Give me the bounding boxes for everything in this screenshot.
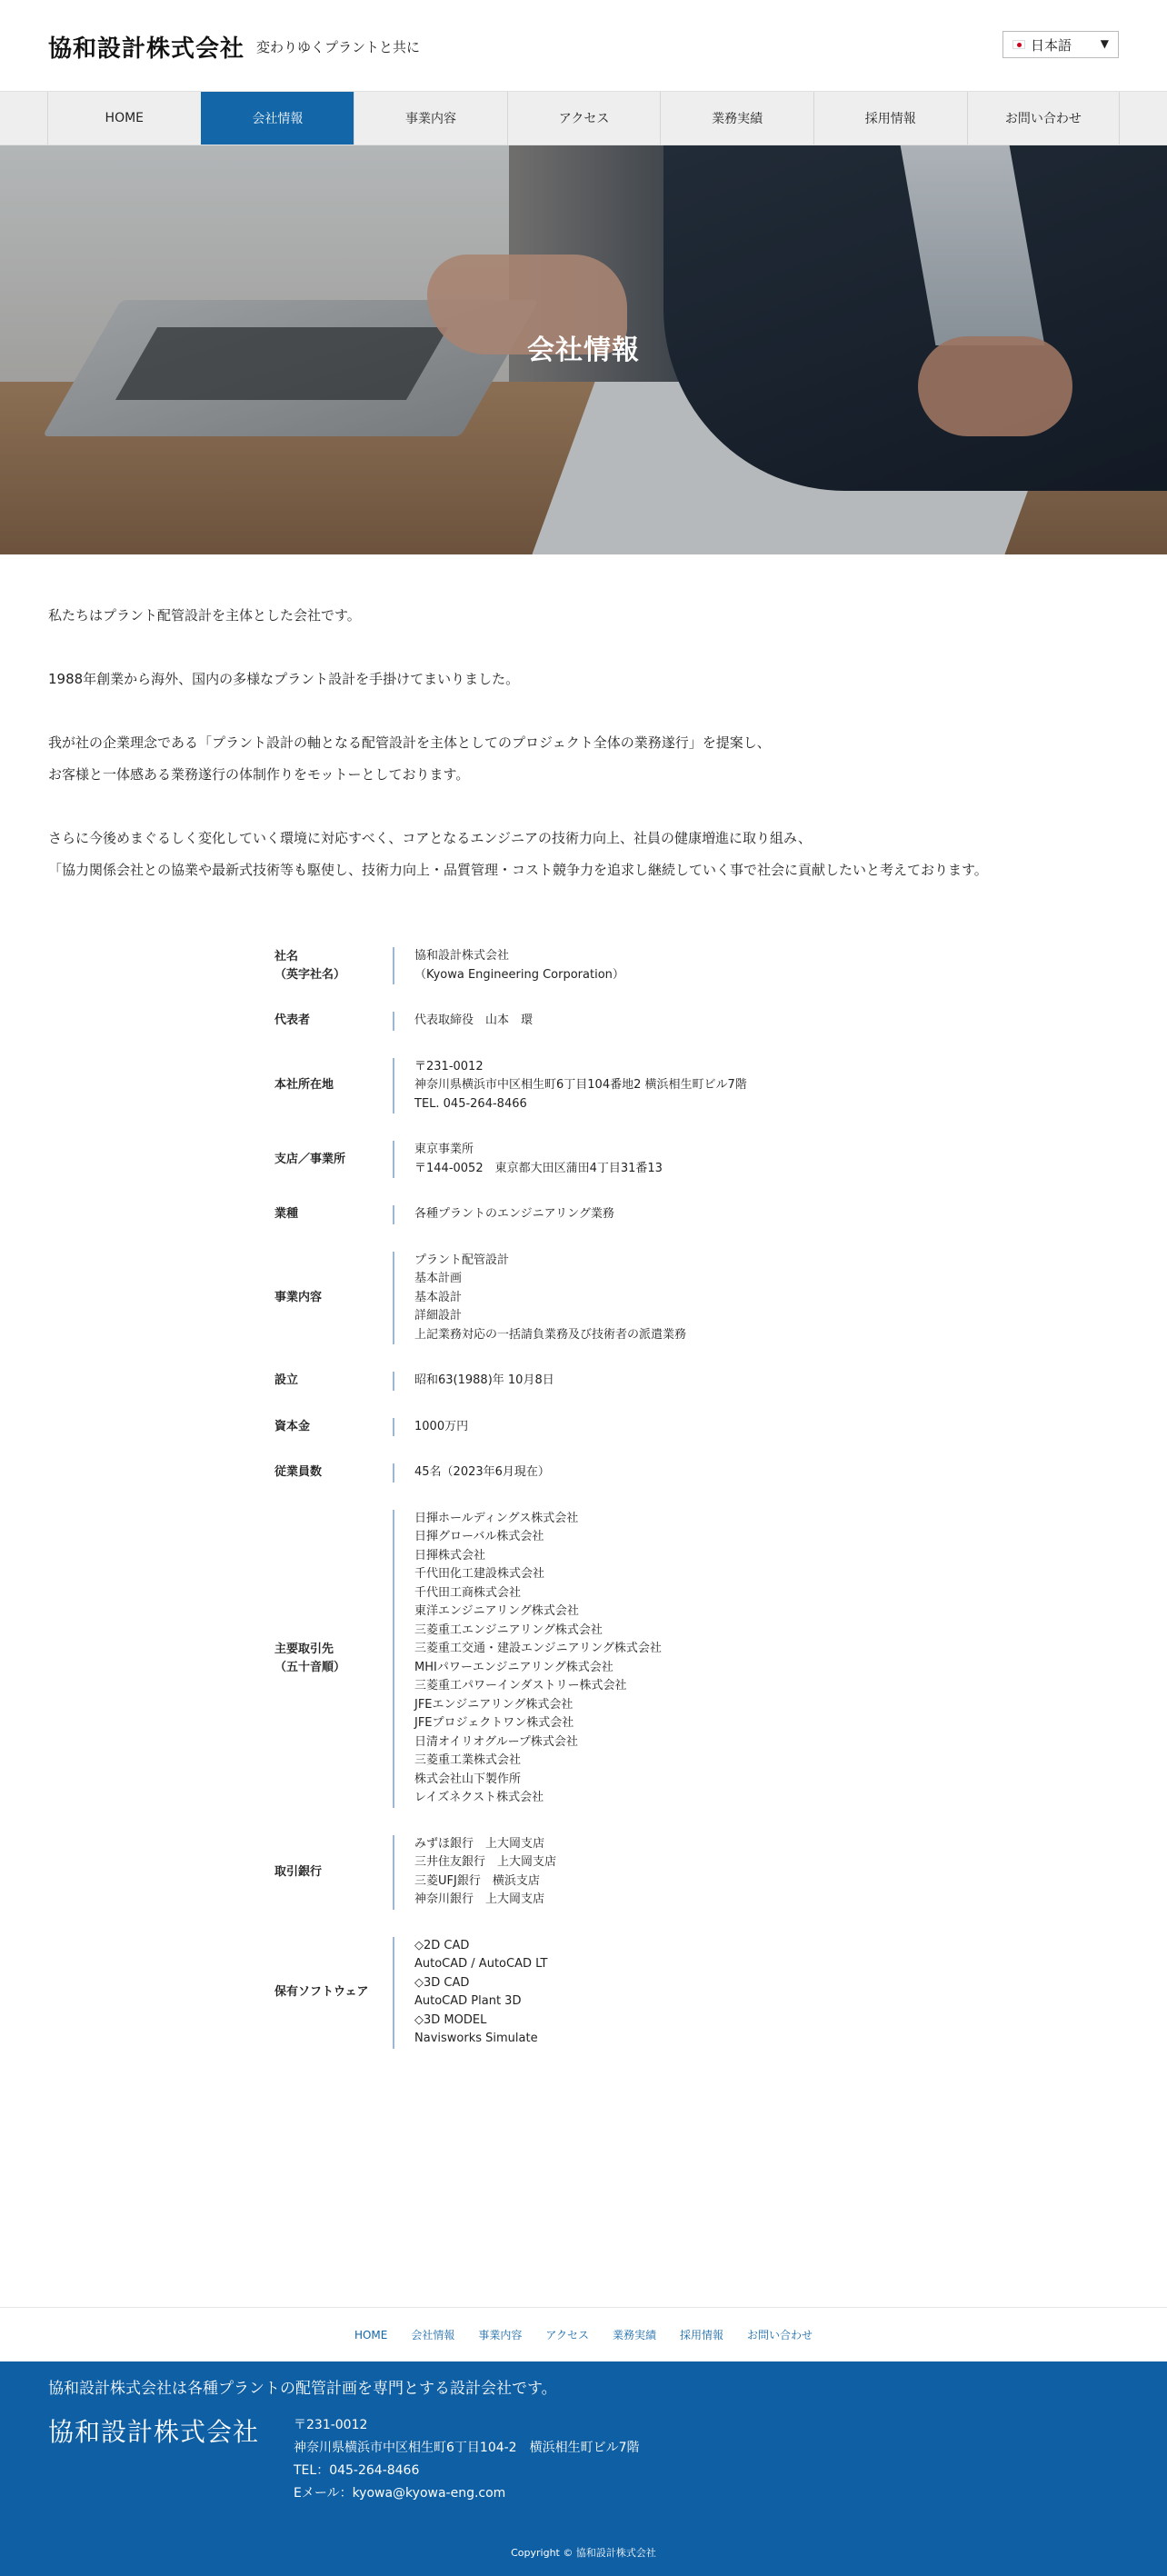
profile-row	[274, 1510, 911, 1808]
profile-value-line: 基本設計	[414, 1290, 463, 1304]
profile-value-line: みずほ銀行 上大岡支店	[414, 1836, 545, 1851]
company-profile-table	[274, 947, 911, 2076]
profile-label: 本社所在地	[274, 1078, 334, 1093]
profile-value-line: 三井住友銀行 上大岡支店	[414, 1855, 557, 1869]
profile-label: 社名 （英字社名）	[274, 949, 346, 982]
profile-value-line: 東京事業所	[414, 1143, 474, 1156]
intro-paragraph: 私たちはプラント配管設計を主体とした会社です。	[48, 607, 361, 624]
profile-value-line: （Kyowa Engineering Corporation）	[414, 967, 624, 982]
profile-value	[393, 1835, 911, 1910]
language-select[interactable]	[1002, 31, 1119, 58]
intro-paragraph	[48, 823, 1121, 886]
profile-row	[274, 1058, 911, 1114]
nav-item[interactable]: 採用情報	[813, 92, 967, 145]
profile-value-line: 〒231-0012	[414, 1059, 484, 1073]
profile-value-line: 45名（2023年6月現在）	[414, 1465, 550, 1479]
profile-label: 事業内容	[274, 1290, 323, 1304]
profile-label: 主要取引先 （五十音順）	[274, 1642, 346, 1674]
copyright: Copyright © 協和設計株式会社	[511, 2547, 656, 2559]
footer-nav	[0, 2307, 1167, 2361]
profile-value-line: 日清オイリオグループ株式会社	[414, 1734, 578, 1749]
profile-value	[393, 1418, 911, 1437]
language-select-value: 日本語	[1031, 36, 1072, 54]
profile-value-line: ◇2D CAD	[414, 1938, 470, 1952]
profile-value	[393, 1205, 911, 1224]
footer-nav-link[interactable]: 事業内容	[478, 2329, 523, 2341]
profile-value-line: 三菱重工パワーインダストリー株式会社	[414, 1679, 627, 1692]
global-nav-list	[47, 92, 1120, 145]
profile-row	[274, 1205, 911, 1224]
profile-value-line: ◇3D CAD	[414, 1975, 470, 1990]
profile-value	[393, 1463, 911, 1483]
site-header	[0, 0, 1167, 91]
profile-value	[393, 1058, 911, 1114]
footer-description: 協和設計株式会社は各種プラントの配管計画を専門とする設計会社です。	[48, 2380, 557, 2398]
profile-label: 保有ソフトウェア	[274, 1985, 369, 1999]
profile-row	[274, 1463, 911, 1483]
profile-label: 支店／事業所	[274, 1152, 346, 1166]
nav-item[interactable]: 会社情報	[201, 92, 354, 145]
intro-line: 「協力関係会社との協業や最新式技術等も駆使し、技術力向上・品質管理・コスト競争力を追求し継続していく事で社会に貢献したいと考えております。	[48, 862, 988, 878]
profile-value-line: 代表取締役 山本 環	[414, 1013, 534, 1027]
profile-row	[274, 1937, 911, 2049]
profile-label: 業種	[274, 1207, 299, 1222]
dropdown-caret-icon: ▼	[1100, 37, 1109, 50]
profile-value-line: AutoCAD / AutoCAD LT	[414, 1957, 548, 1971]
profile-value-line: 神奈川銀行 上大岡支店	[414, 1892, 545, 1906]
site-tagline: 変わりゆくプラントと共に	[256, 39, 421, 55]
intro-paragraph: 1988年創業から海外、国内の多様なプラント設計を手掛けてまいりました。	[48, 671, 520, 687]
profile-value-line: AutoCAD Plant 3D	[414, 1994, 522, 2008]
profile-value-line: TEL. 045-264-8466	[414, 1096, 527, 1111]
site-logo[interactable]: 協和設計株式会社	[48, 35, 245, 63]
footer-nav-link[interactable]: アクセス	[545, 2329, 590, 2341]
hero-banner	[0, 145, 1167, 554]
profile-value-line: 日揮グローバル株式会社	[414, 1530, 544, 1543]
profile-value-line: Navisworks Simulate	[414, 2032, 538, 2045]
profile-value-line: 昭和63(1988)年 10月8日	[414, 1373, 554, 1387]
nav-item[interactable]: お問い合わせ	[967, 92, 1121, 145]
profile-value	[393, 947, 911, 984]
profile-label: 資本金	[274, 1419, 311, 1433]
profile-value-line: 千代田化工建設株式会社	[414, 1567, 545, 1581]
profile-value-line: 詳細設計	[414, 1309, 463, 1323]
footer-nav-link[interactable]: HOME	[354, 2328, 388, 2341]
profile-value-line: JFEエンジニアリング株式会社	[414, 1697, 574, 1712]
profile-value	[393, 1372, 911, 1391]
profile-value-line: 日揮株式会社	[414, 1548, 486, 1563]
nav-item[interactable]: HOME	[47, 92, 201, 145]
profile-value-line: 三菱重工業株式会社	[414, 1753, 522, 1767]
profile-row	[274, 1372, 911, 1391]
profile-value	[393, 1252, 911, 1345]
profile-row	[274, 947, 911, 984]
profile-value-line: 三菱重工エンジニアリング株式会社	[414, 1622, 603, 1637]
footer-nav-link[interactable]: 採用情報	[680, 2329, 724, 2341]
profile-row	[274, 1835, 911, 1910]
global-nav	[0, 91, 1167, 145]
intro-line: さらに今後めまぐるしく変化していく環境に対応すべく、コアとなるエンジニアの技術力向上、社員の健康増進に取り組み、	[48, 830, 812, 846]
profile-row	[274, 1141, 911, 1178]
profile-value-line: 協和設計株式会社	[414, 949, 510, 963]
profile-value-line: 神奈川県横浜市中区相生町6丁目104番地2 横浜相生町ビル7階	[414, 1078, 747, 1092]
profile-label: 従業員数	[274, 1465, 323, 1480]
company-intro	[48, 600, 1121, 918]
profile-row	[274, 1418, 911, 1437]
profile-value-line: 上記業務対応の一括請負業務及び技術者の派遣業務	[414, 1327, 687, 1342]
page-title: 会社情報	[527, 334, 640, 366]
nav-item[interactable]: アクセス	[507, 92, 661, 145]
profile-label: 設立	[274, 1373, 299, 1388]
profile-value-line: 各種プラントのエンジニアリング業務	[414, 1207, 614, 1221]
profile-value	[393, 1510, 911, 1808]
profile-row	[274, 1252, 911, 1345]
intro-line: 我が社の企業理念である「プラント設計の軸となる配管設計を主体としてのプロジェクト全体の業務遂行」を提案し、	[48, 734, 771, 751]
footer-postal: 〒231-0012	[294, 2418, 368, 2432]
footer-nav-link[interactable]: お問い合わせ	[747, 2329, 813, 2341]
profile-value-line: 日揮ホールディングス株式会社	[414, 1511, 579, 1525]
profile-value-line: 三菱UFJ銀行 横浜支店	[414, 1873, 540, 1888]
profile-value-line: 1000万円	[414, 1419, 469, 1433]
intro-paragraph	[48, 727, 1121, 791]
profile-label: 取引銀行	[274, 1864, 323, 1879]
profile-value-line: 〒144-0052 東京都大田区蒲田4丁目31番13	[414, 1161, 663, 1175]
profile-value-line: 東洋エンジニアリング株式会社	[414, 1604, 579, 1618]
profile-value-line: 三菱重工交通・建設エンジニアリング株式会社	[414, 1642, 662, 1655]
profile-value-line: 株式会社山下製作所	[414, 1772, 522, 1786]
profile-value	[393, 1141, 911, 1178]
profile-value-line: 基本計画	[414, 1272, 463, 1285]
footer-address-block	[294, 2414, 640, 2505]
profile-row	[274, 1012, 911, 1031]
profile-value-line: プラント配管設計	[414, 1253, 510, 1267]
nav-item[interactable]: 業務実績	[660, 92, 813, 145]
profile-value	[393, 1012, 911, 1031]
nav-item[interactable]: 事業内容	[354, 92, 507, 145]
footer-address: 神奈川県横浜市中区相生町6丁目104-2 横浜相生町ビル7階	[294, 2441, 640, 2455]
profile-value-line: レイズネクスト株式会社	[414, 1791, 544, 1804]
profile-value-line: JFEプロジェクトワン株式会社	[414, 1716, 574, 1730]
footer-logo[interactable]: 協和設計株式会社	[48, 2417, 260, 2447]
profile-value	[393, 1937, 911, 2049]
footer-email[interactable]: Eメール：kyowa@kyowa-eng.com	[294, 2486, 506, 2501]
japan-flag-icon	[1012, 40, 1025, 49]
footer-nav-link[interactable]: 会社情報	[411, 2329, 455, 2341]
profile-value-line: MHIパワーエンジニアリング株式会社	[414, 1660, 613, 1674]
intro-line: お客様と一体感ある業務遂行の体制作りをモットーとしております。	[48, 766, 470, 783]
site-footer	[0, 2361, 1167, 2576]
profile-label: 代表者	[274, 1013, 311, 1028]
profile-value-line: ◇3D MODEL	[414, 2012, 487, 2027]
footer-nav-link[interactable]: 業務実績	[613, 2329, 657, 2341]
footer-tel: TEL：045-264-8466	[294, 2463, 420, 2478]
profile-value-line: 千代田工商株式会社	[414, 1585, 522, 1600]
